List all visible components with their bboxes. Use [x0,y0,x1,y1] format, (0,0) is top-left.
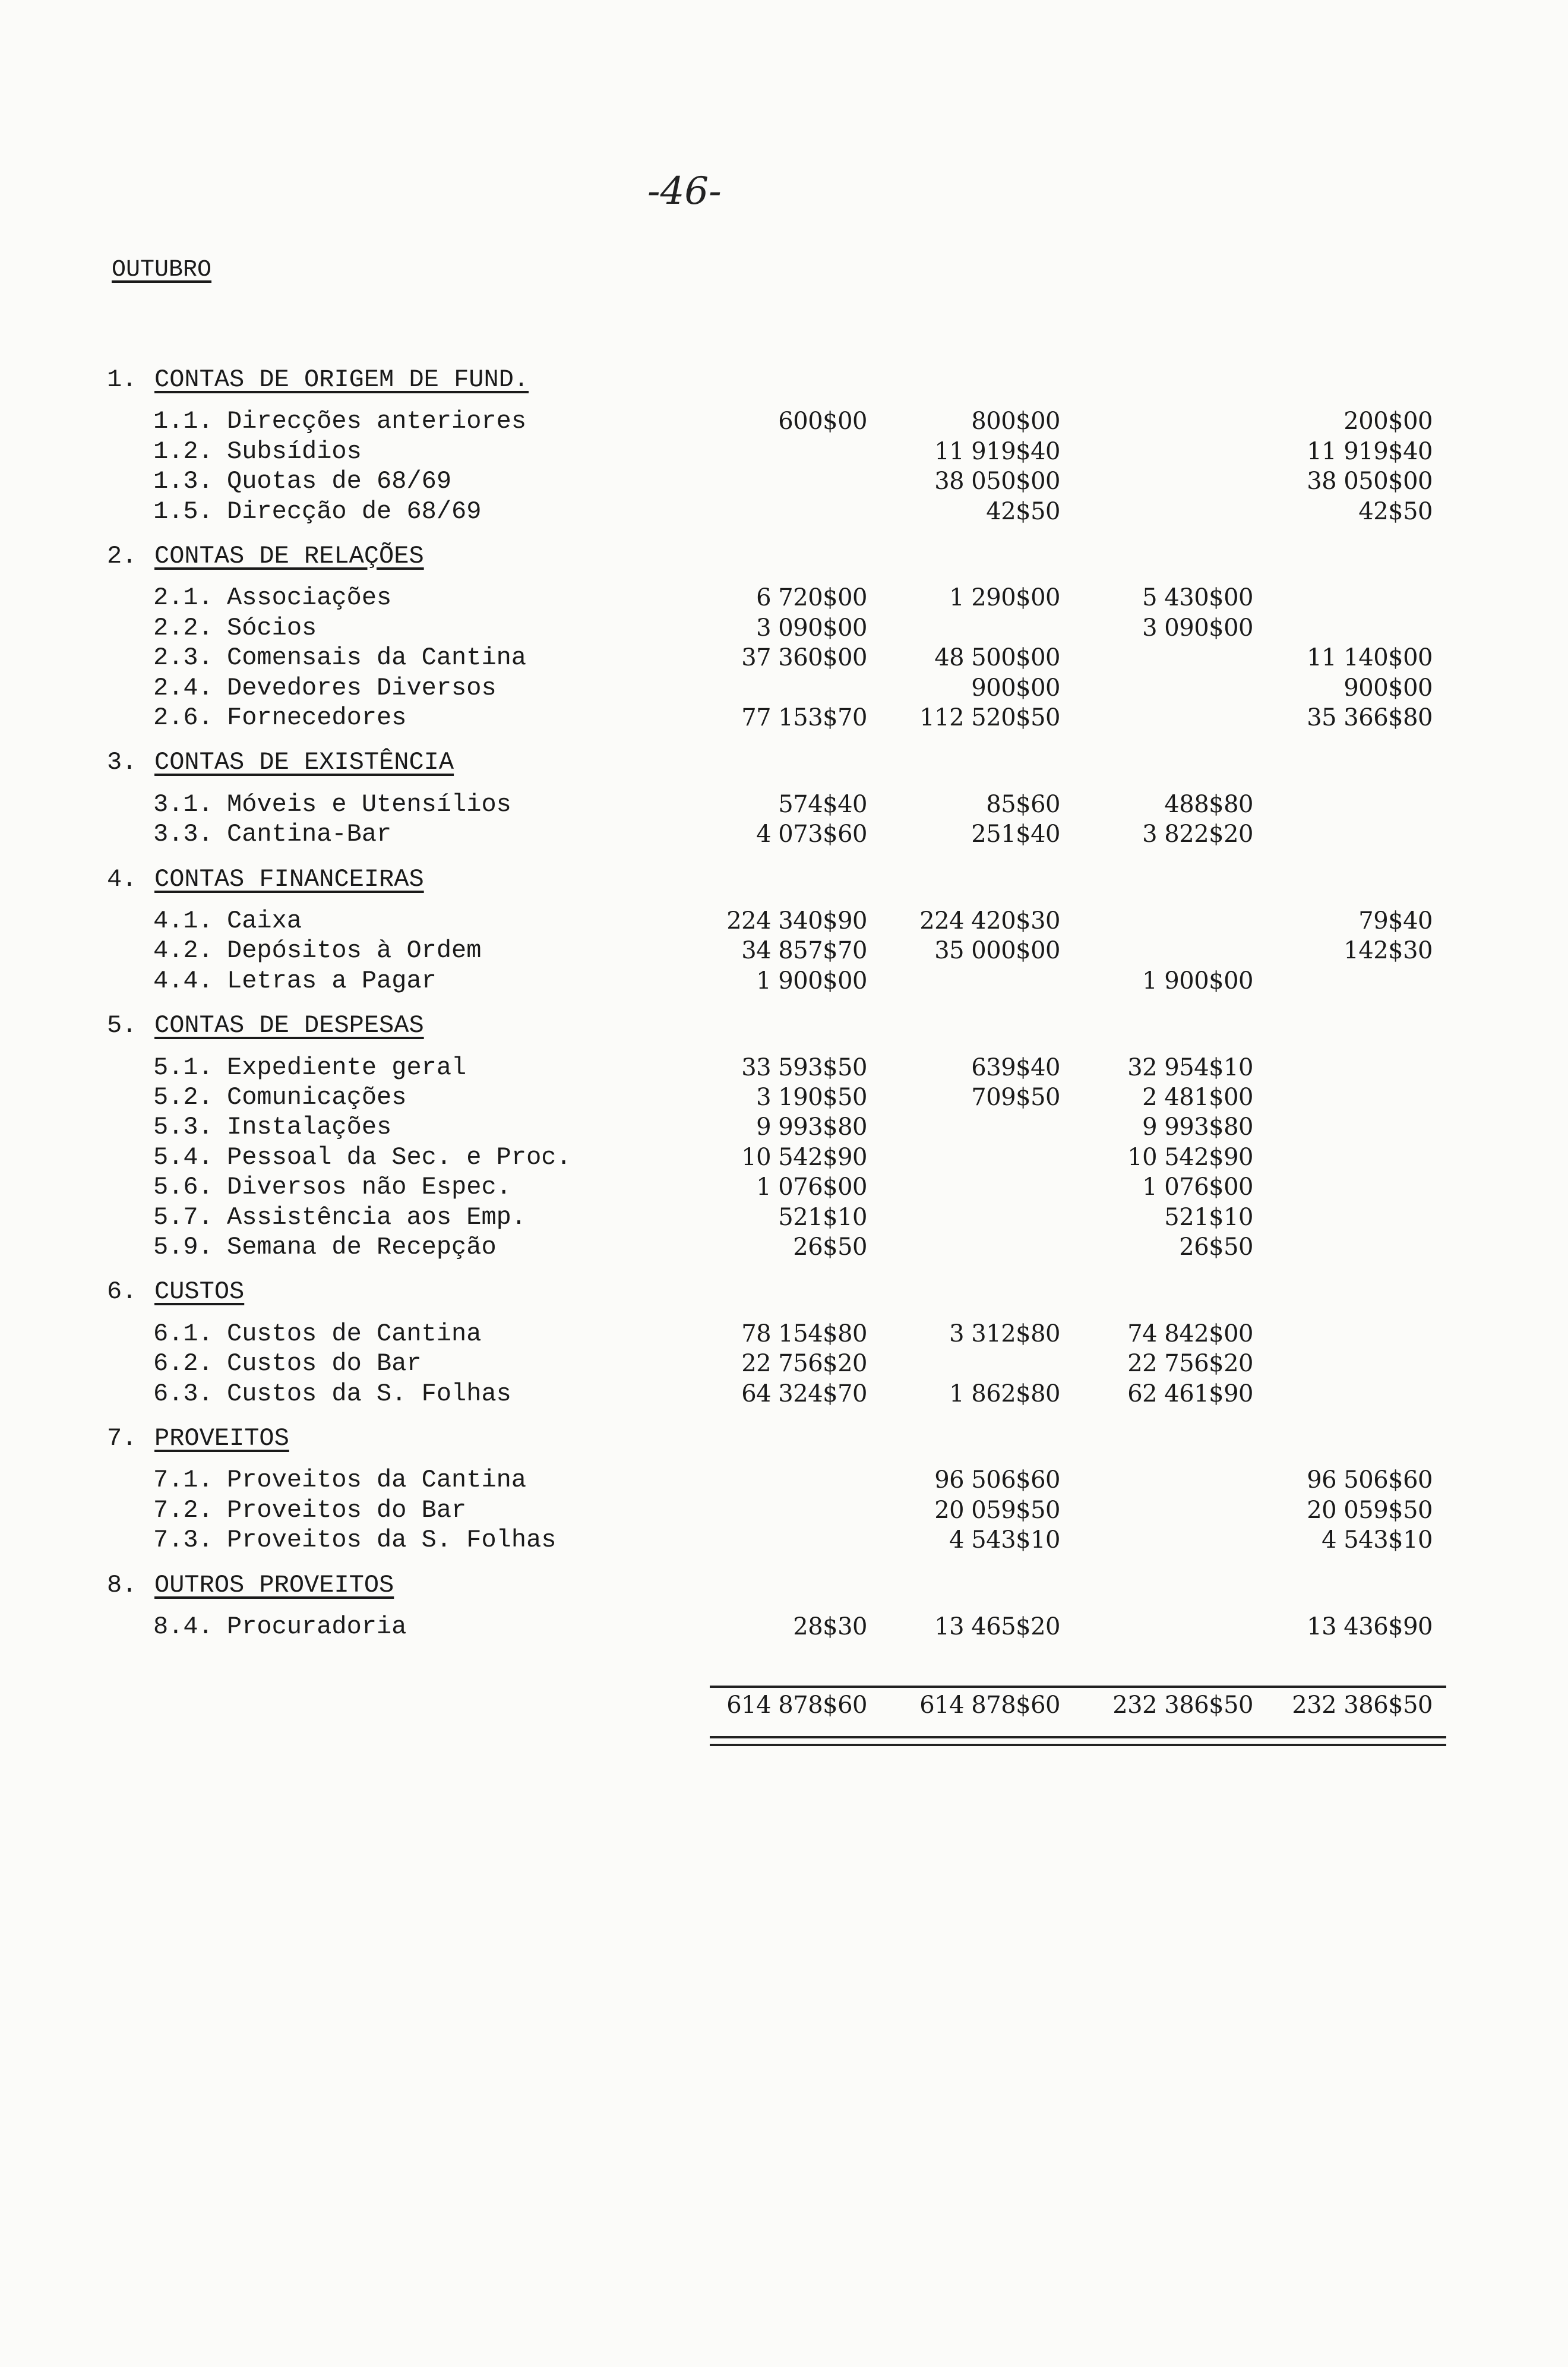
amount-col-2: 48 500$00 [934,644,1060,671]
section-number: 1. [107,365,137,394]
ledger-row [0,906,1568,936]
section-header [0,1277,1568,1306]
section-header [0,1011,1568,1040]
account-code: 5.1. [153,1053,213,1082]
section-number: 3. [107,748,137,777]
ledger-row [0,1112,1568,1142]
account-label: Expediente geral [227,1053,467,1082]
account-label: Associações [227,583,392,612]
amount-col-2: 4 543$10 [949,1526,1060,1554]
amount-col-3: 521$10 [1164,1204,1253,1231]
amount-col-1: 22 756$20 [741,1350,867,1377]
section-number: 8. [107,1571,137,1599]
account-label: Semana de Recepção [227,1233,497,1261]
section-number: 5. [107,1011,137,1040]
section-header [0,864,1568,894]
amount-col-3: 1 076$00 [1142,1173,1253,1201]
account-label: Móveis e Utensílios [227,790,511,819]
amount-col-2: 251$40 [971,820,1060,848]
section-header [0,1424,1568,1453]
account-code: 3.1. [153,790,213,819]
amount-col-2: 35 000$00 [934,937,1060,964]
account-label: Custos da S. Folhas [227,1380,511,1408]
amount-col-2: 639$40 [971,1054,1060,1081]
amount-col-3: 22 756$20 [1127,1350,1253,1377]
ledger-row [0,1143,1568,1172]
account-code: 7.1. [153,1466,213,1494]
total-col-2: 614 878$60 [919,1691,1060,1719]
section-number: 6. [107,1277,137,1306]
amount-col-2: 709$50 [971,1084,1060,1111]
ledger-row [0,1612,1568,1642]
amount-col-2: 900$00 [971,674,1060,702]
amount-col-2: 112 520$50 [919,704,1060,731]
account-label: Depósitos à Ordem [227,936,482,965]
amount-col-1: 10 542$90 [741,1144,867,1171]
amount-col-1: 37 360$00 [741,644,867,671]
account-label: Pessoal da Sec. e Proc. [227,1143,571,1172]
amount-col-3: 5 430$00 [1142,584,1253,611]
ledger-row [0,790,1568,819]
amount-col-3: 3 822$20 [1142,820,1253,848]
account-code: 7.3. [153,1526,213,1554]
section-title: OUTROS PROVEITOS [154,1571,394,1599]
account-code: 3.3. [153,820,213,848]
amount-col-1: 574$40 [778,791,867,818]
account-label: Sócios [227,614,317,642]
amount-col-1: 600$00 [778,408,867,435]
amount-col-1: 64 324$70 [741,1380,867,1407]
account-code: 5.2. [153,1083,213,1112]
amount-col-1: 1 076$00 [756,1173,867,1201]
ledger-row [0,1082,1568,1112]
amount-col-3: 62 461$90 [1127,1380,1253,1407]
account-code: 1.3. [153,467,213,496]
amount-col-2: 42$50 [986,498,1060,525]
amount-col-4: 35 366$80 [1307,704,1433,731]
ledger-row [0,466,1568,496]
ledger-row [0,1053,1568,1082]
account-label: Procuradoria [227,1612,407,1641]
account-code: 5.6. [153,1173,213,1201]
account-label: Fornecedores [227,703,407,732]
account-code: 1.2. [153,437,213,466]
ledger-row [0,673,1568,703]
totals-row [0,1690,1568,1720]
account-label: Diversos não Espec. [227,1173,511,1201]
amount-col-3: 3 090$00 [1142,614,1253,642]
amount-col-3: 26$50 [1179,1233,1253,1261]
amount-col-1: 9 993$80 [756,1113,867,1141]
account-label: Instalações [227,1113,392,1141]
amount-col-4: 11 140$00 [1307,644,1433,671]
totals-double-rule-bottom [710,1744,1446,1746]
ledger-row [0,1525,1568,1555]
account-label: Direcção de 68/69 [227,497,482,526]
account-code: 4.2. [153,936,213,965]
amount-col-1: 78 154$80 [741,1320,867,1347]
account-label: Proveitos da S. Folhas [227,1526,557,1554]
account-code: 2.6. [153,703,213,732]
total-col-4: 232 386$50 [1292,1691,1433,1719]
account-label: Comunicações [227,1083,407,1112]
amount-col-4: 4 543$10 [1322,1526,1433,1554]
section-title: PROVEITOS [154,1424,289,1453]
ledger-row [0,819,1568,849]
section-title: CONTAS DE ORIGEM DE FUND. [154,365,529,394]
account-code: 6.2. [153,1349,213,1378]
amount-col-4: 11 919$40 [1307,438,1433,465]
amount-col-4: 38 050$00 [1307,468,1433,495]
account-label: Cantina-Bar [227,820,392,848]
account-label: Caixa [227,907,302,935]
amount-col-1: 6 720$00 [756,584,867,611]
amount-col-2: 3 312$80 [949,1320,1060,1347]
amount-col-2: 38 050$00 [934,468,1060,495]
section-header [0,541,1568,571]
ledger-row [0,1495,1568,1525]
ledger-row [0,1465,1568,1495]
ledger-row [0,583,1568,613]
ledger-row [0,1172,1568,1202]
amount-col-4: 79$40 [1358,907,1433,935]
total-col-3: 232 386$50 [1112,1691,1253,1719]
amount-col-2: 96 506$60 [934,1466,1060,1494]
account-code: 1.5. [153,497,213,526]
amount-col-2: 800$00 [971,408,1060,435]
amount-col-3: 74 842$00 [1127,1320,1253,1347]
account-label: Quotas de 68/69 [227,467,452,496]
page-number: -46- [647,169,722,213]
account-label: Devedores Diversos [227,674,497,702]
section-number: 4. [107,865,137,894]
amount-col-4: 13 436$90 [1307,1613,1433,1640]
account-code: 5.4. [153,1143,213,1172]
month-heading: OUTUBRO [112,257,212,283]
section-title: CONTAS DE RELAÇÕES [154,542,424,570]
account-label: Direcções anteriores [227,407,527,435]
amount-col-1: 26$50 [793,1233,867,1261]
account-code: 6.3. [153,1380,213,1408]
ledger-row [0,643,1568,673]
amount-col-2: 13 465$20 [934,1613,1060,1640]
amount-col-3: 488$80 [1164,791,1253,818]
amount-col-1: 33 593$50 [741,1054,867,1081]
amount-col-4: 142$30 [1343,937,1433,964]
account-label: Proveitos do Bar [227,1496,467,1525]
amount-col-1: 3 090$00 [756,614,867,642]
total-col-1: 614 878$60 [726,1691,867,1719]
account-code: 4.4. [153,967,213,995]
account-label: Custos de Cantina [227,1320,482,1348]
amount-col-4: 200$00 [1343,408,1433,435]
amount-col-1: 4 073$60 [756,820,867,848]
section-header [0,747,1568,777]
amount-col-4: 900$00 [1343,674,1433,702]
ledger-row [0,1319,1568,1349]
amount-col-1: 34 857$70 [741,937,867,964]
account-code: 2.2. [153,614,213,642]
amount-col-2: 20 059$50 [934,1497,1060,1524]
account-code: 5.9. [153,1233,213,1261]
ledger-row [0,966,1568,996]
account-code: 2.3. [153,643,213,672]
account-label: Comensais da Cantina [227,643,527,672]
account-code: 2.4. [153,674,213,702]
ledger-row [0,613,1568,643]
totals-top-rule [710,1686,1446,1688]
amount-col-2: 224 420$30 [919,907,1060,935]
amount-col-1: 224 340$90 [726,907,867,935]
amount-col-3: 9 993$80 [1142,1113,1253,1141]
account-code: 1.1. [153,407,213,435]
account-label: Letras a Pagar [227,967,437,995]
account-code: 6.1. [153,1320,213,1348]
account-code: 8.4. [153,1612,213,1641]
totals-double-rule-top [710,1736,1446,1738]
section-number: 7. [107,1424,137,1453]
amount-col-2: 11 919$40 [934,438,1060,465]
account-code: 5.7. [153,1203,213,1232]
section-title: CUSTOS [154,1277,245,1306]
ledger-row [0,406,1568,436]
section-title: CONTAS DE EXISTÊNCIA [154,748,454,777]
amount-col-3: 10 542$90 [1127,1144,1253,1171]
section-header [0,365,1568,394]
amount-col-2: 1 290$00 [949,584,1060,611]
amount-col-3: 2 481$00 [1142,1084,1253,1111]
amount-col-4: 96 506$60 [1307,1466,1433,1494]
account-code: 2.1. [153,583,213,612]
ledger-row [0,497,1568,526]
account-code: 5.3. [153,1113,213,1141]
ledger-row [0,1349,1568,1378]
ledger-row [0,437,1568,466]
amount-col-3: 1 900$00 [1142,967,1253,995]
amount-col-4: 20 059$50 [1307,1497,1433,1524]
account-code: 7.2. [153,1496,213,1525]
ledger-row [0,1379,1568,1409]
amount-col-1: 1 900$00 [756,967,867,995]
account-label: Custos do Bar [227,1349,422,1378]
section-title: CONTAS FINANCEIRAS [154,865,424,894]
amount-col-1: 77 153$70 [741,704,867,731]
amount-col-1: 28$30 [793,1613,867,1640]
account-label: Subsídios [227,437,362,466]
amount-col-2: 85$60 [986,791,1060,818]
ledger-row [0,936,1568,965]
amount-col-4: 42$50 [1358,498,1433,525]
ledger-row [0,1203,1568,1232]
ledger-row [0,1232,1568,1262]
section-header [0,1570,1568,1600]
amount-col-1: 521$10 [778,1204,867,1231]
account-label: Proveitos da Cantina [227,1466,527,1494]
ledger-row [0,703,1568,733]
amount-col-1: 3 190$50 [756,1084,867,1111]
section-title: CONTAS DE DESPESAS [154,1011,424,1040]
account-label: Assistência aos Emp. [227,1203,527,1232]
section-number: 2. [107,542,137,570]
amount-col-2: 1 862$80 [949,1380,1060,1407]
account-code: 4.1. [153,907,213,935]
amount-col-3: 32 954$10 [1127,1054,1253,1081]
